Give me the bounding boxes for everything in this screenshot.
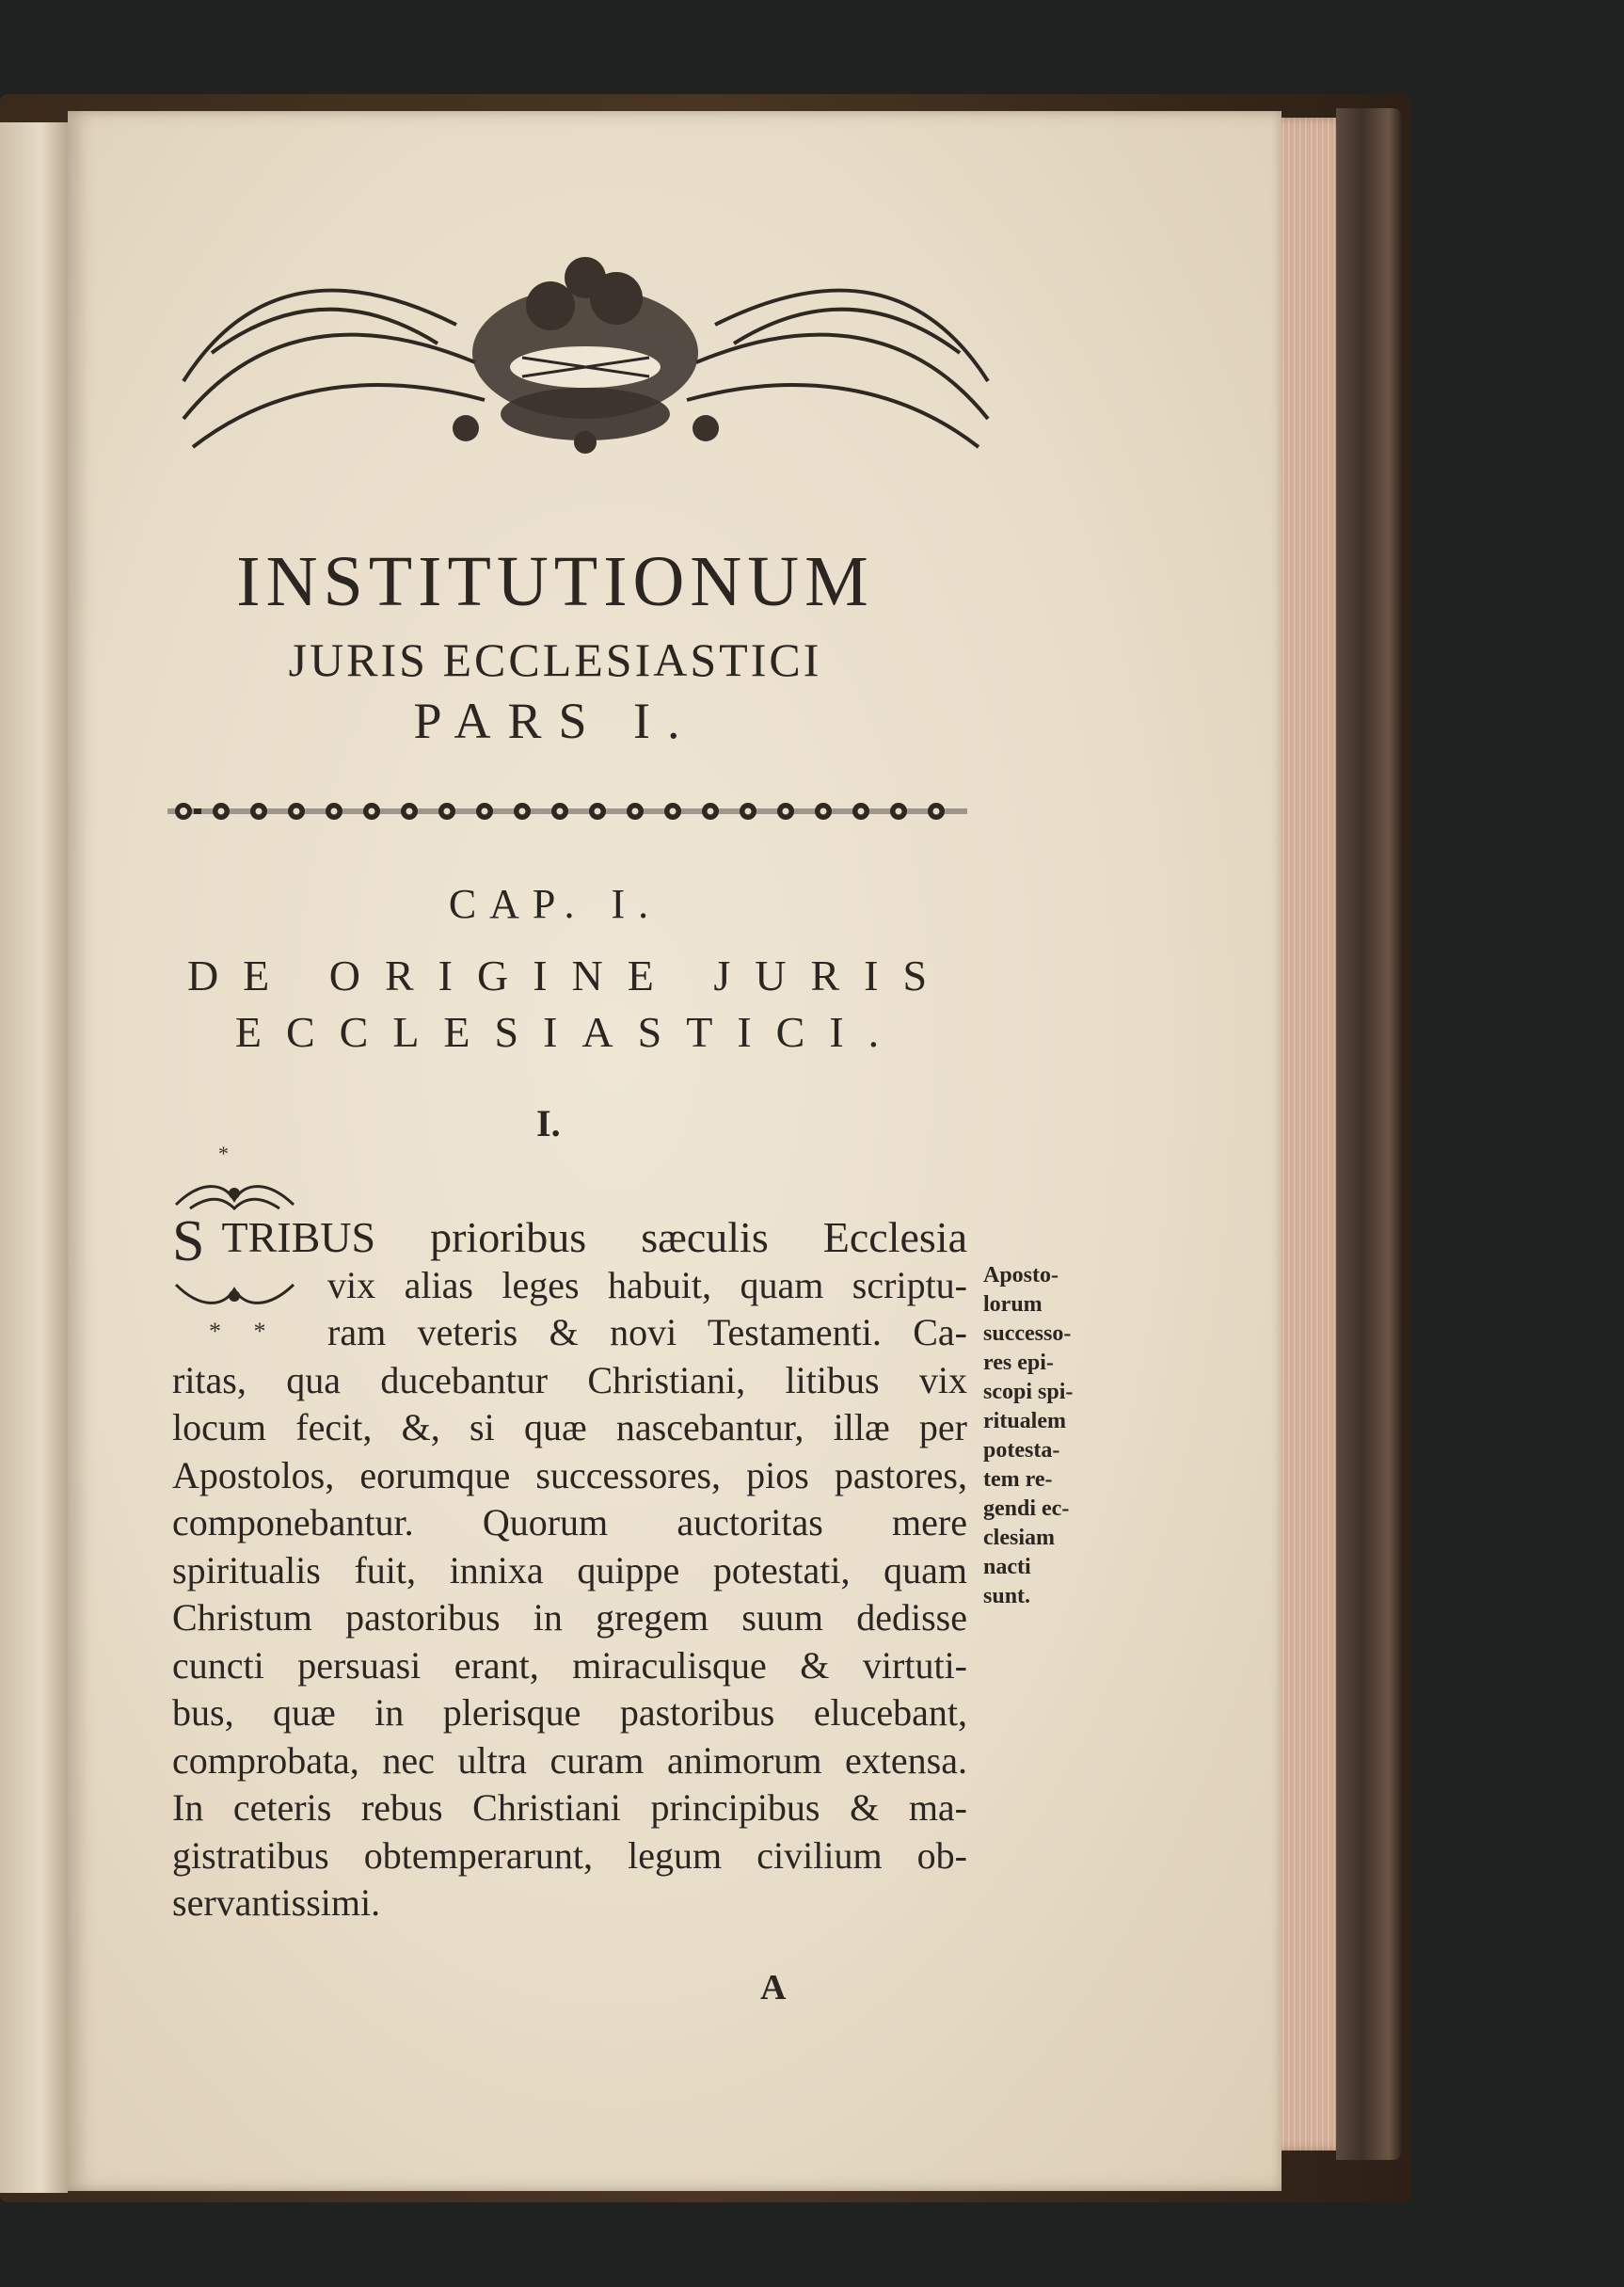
body-line-12: comprobata, nec ultra curam animorum extensa.: [172, 1738, 967, 1782]
margin-note-line: scopi spi-: [983, 1380, 1074, 1404]
margin-note-line: Aposto-: [983, 1263, 1059, 1287]
left-page-edge: [0, 122, 68, 2193]
book-title-part: PARS I.: [413, 693, 697, 749]
asterisk-ornament: *: [218, 1142, 229, 1165]
body-line-5: locum fecit, &, si quæ nascebantur, illæ per: [172, 1406, 967, 1448]
book-title-line-1: INSTITUTIONUM: [236, 542, 874, 621]
chapter-title-line-1: DE ORIGINE JURIS: [186, 952, 952, 1000]
dropcap-frame-top-icon: [171, 1176, 298, 1214]
body-line-9: Christum pastoribus in gregem suum dedisse: [172, 1596, 967, 1639]
body-line-7: componebantur. Quorum auctoritas mere: [172, 1501, 967, 1543]
body-line-8: spiritualis fuit, innixa quippe potestati, quam: [172, 1548, 967, 1591]
double-asterisk-ornament: * *: [209, 1318, 279, 1345]
body-line-13: In ceteris rebus Christiani principibus & ma-: [172, 1786, 967, 1829]
margin-note-line: tem re-: [983, 1467, 1053, 1492]
book-title-line-2: JURIS ECCLESIASTICI: [288, 633, 822, 686]
body-line-11: bus, quæ in plerisque pastoribus elucebant,: [172, 1691, 967, 1734]
margin-note-line: res epi-: [983, 1351, 1054, 1375]
margin-note-line: gendi ec-: [983, 1496, 1070, 1521]
margin-note-line: nacti: [983, 1555, 1031, 1579]
margin-note-line: successo-: [983, 1321, 1072, 1346]
margin-note-line: lorum: [983, 1292, 1043, 1317]
margin-note: [983, 1261, 1106, 1611]
book-spine: [1336, 108, 1402, 2160]
body-line-3: ram veteris & novi Testamenti. Ca-: [327, 1311, 967, 1353]
headpiece-ornament-icon: [174, 240, 997, 456]
body-line-4: ritas, qua ducebantur Christiani, litibus vix: [172, 1358, 967, 1401]
chapter-title-line-2: ECCLESIASTICI.: [234, 1008, 904, 1056]
margin-note-line: ritualem: [983, 1409, 1066, 1433]
body-line-14: gistratibus obtemperarunt, legum civilium ob-: [172, 1833, 967, 1877]
drop-cap: S: [172, 1214, 205, 1262]
section-number: I.: [536, 1102, 561, 1144]
body-line-1: TRIBUS prioribus sæculis Ecclesia: [221, 1214, 967, 1261]
body-paragraph: [172, 1214, 967, 1927]
body-line-10: cuncti persuasi erant, miraculisque & virtuti-: [172, 1643, 967, 1687]
body-line-15: servantissimi.: [172, 1881, 381, 1924]
fleuron-divider-icon: [167, 795, 967, 827]
signature-mark: A: [760, 1968, 787, 2007]
margin-note-line: sunt.: [983, 1584, 1031, 1608]
body-line-2: vix alias leges habuit, quam scriptu-: [327, 1263, 967, 1306]
chapter-label: CAP. I.: [448, 881, 662, 927]
margin-note-line: clesiam: [983, 1526, 1055, 1550]
body-line-6: Apostolos, eorumque successores, pios pastores,: [172, 1453, 967, 1496]
margin-note-line: potesta-: [983, 1438, 1060, 1463]
